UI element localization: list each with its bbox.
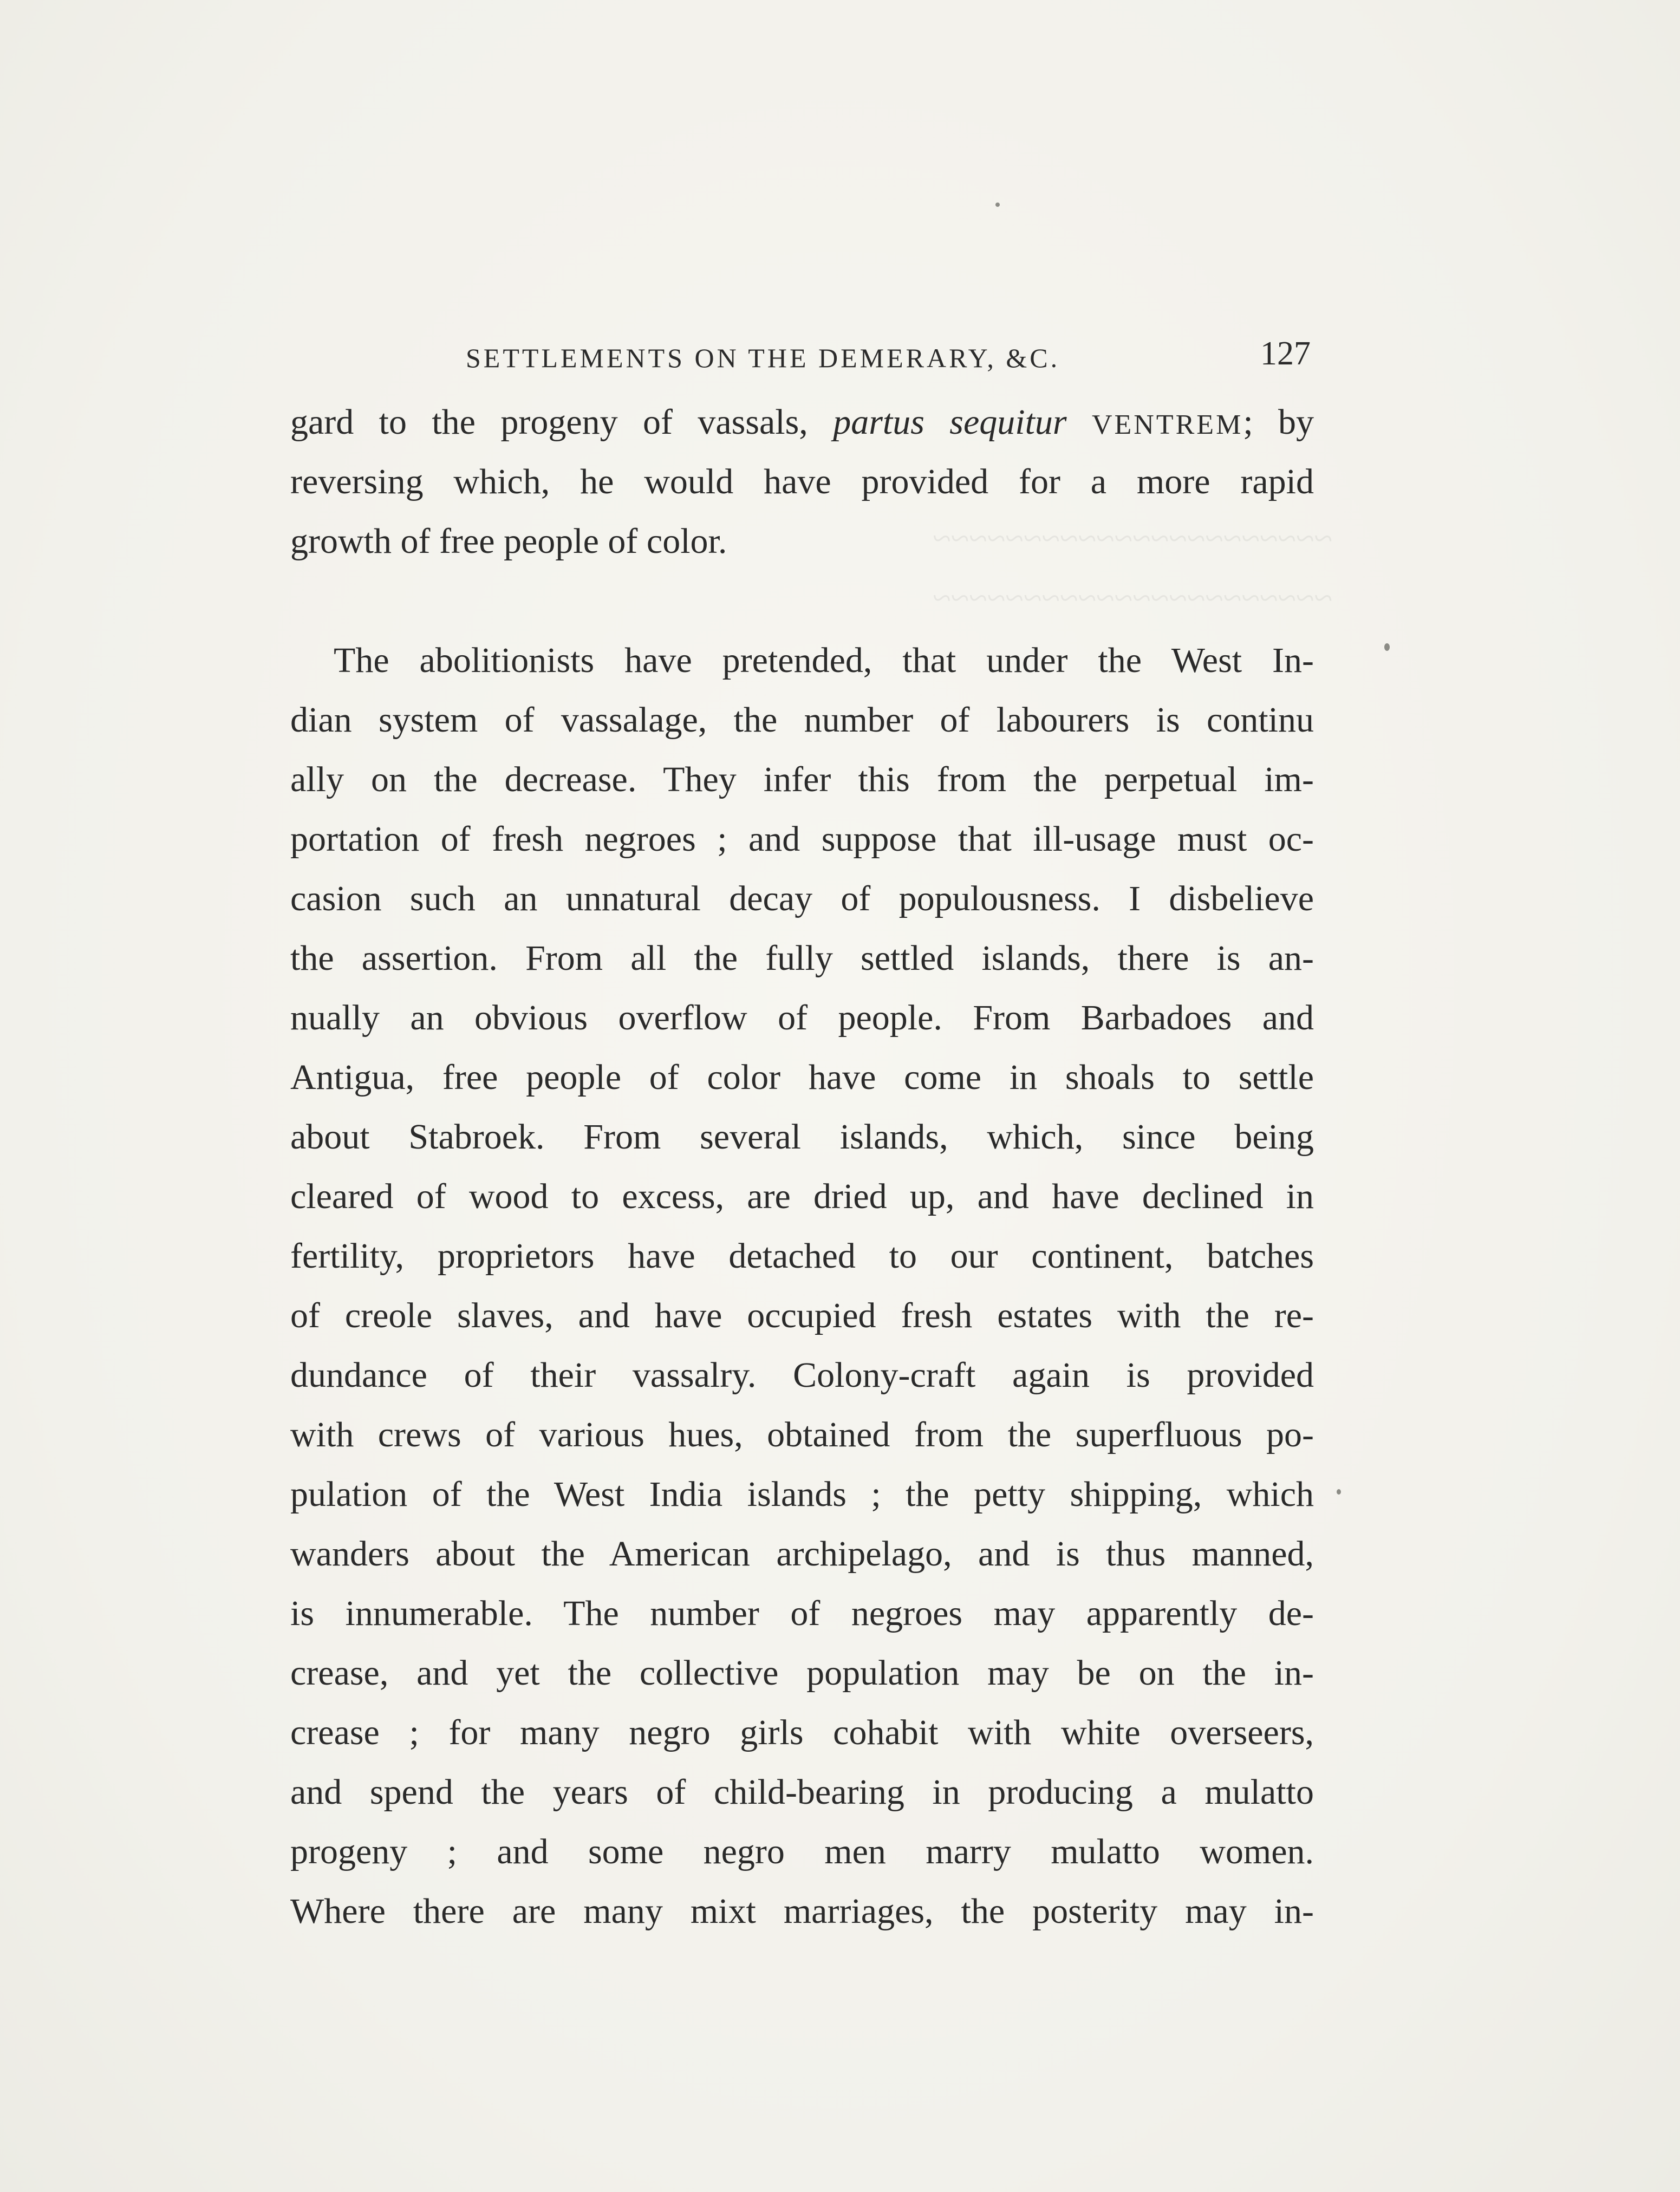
running-head (292, 331, 1311, 380)
text-line: casion such an unnatural decay of populousness. I disbelieve (290, 879, 1314, 918)
text-line: and spend the years of child-bearing in producing a mulatto (290, 1772, 1314, 1812)
text-line: wanders about the American archipelago, and is thus manned, (290, 1534, 1314, 1574)
latin-phrase: partus sequitur (833, 402, 1067, 442)
running-title: SETTLEMENTS ON THE DEMERARY, &C. (466, 343, 1060, 373)
paper-speck (995, 203, 1000, 207)
paper-speck (1384, 643, 1390, 651)
paragraph (290, 631, 1314, 1941)
text-line: nually an obvious overflow of people. From Barbadoes and (290, 998, 1314, 1038)
text-span: ; by (1243, 402, 1314, 442)
text-line: fertility, proprietors have detached to our continent, batches (290, 1236, 1314, 1276)
text-line: Antigua, free people of color have come in shoals to settle (290, 1058, 1314, 1097)
text-line: of creole slaves, and have occupied fresh estates with the re- (290, 1296, 1314, 1335)
paper-speck (1337, 1489, 1341, 1495)
page-number: 127 (1260, 335, 1311, 372)
text-span: gard to the progeny of vassals, (290, 402, 808, 442)
text-line: dundance of their vassalry. Colony-craft again is provided (290, 1355, 1314, 1395)
text-line: is innumerable. The number of negroes may apparently de- (290, 1594, 1314, 1633)
text-line: reversing which, he would have provided for a more rapid (290, 462, 1314, 501)
text-line: progeny ; and some negro men marry mulatto women. (290, 1832, 1314, 1871)
text-line (290, 393, 1314, 452)
text-line: the assertion. From all the fully settled islands, there is an- (290, 938, 1314, 978)
text-line: dian system of vassalage, the number of labourers is continu (290, 700, 1314, 740)
text-line: Where there are many mixt marriages, the posterity may in- (290, 1891, 1314, 1931)
text-line: The abolitionists have pretended, that under the West In- (334, 641, 1314, 680)
text-line: crease ; for many negro girls cohabit with white overseers, (290, 1713, 1314, 1752)
text-line: growth of free people of color. (290, 521, 727, 561)
text-line: crease, and yet the collective population may be on the in- (290, 1653, 1314, 1693)
show-through-text: ~~~~~~~~~~~~~~~~~~~~~~ ~~~~~~~~~~~~~~~~~~~~~~ (933, 520, 1332, 617)
text-line: about Stabroek. From several islands, which, since being (290, 1117, 1314, 1157)
paragraph-gap (290, 571, 1314, 631)
text-line: portation of fresh negroes ; and suppose that ill-usage must oc- (290, 819, 1314, 859)
small-caps-word: VENTREM (1091, 409, 1243, 440)
body-text (290, 393, 1314, 1941)
text-line: ally on the decrease. They infer this from the perpetual im- (290, 760, 1314, 799)
text-line: cleared of wood to excess, are dried up, and have declined in (290, 1177, 1314, 1216)
text-line: pulation of the West India islands ; the petty shipping, which (290, 1475, 1314, 1514)
text-line: with crews of various hues, obtained from the superfluous po- (290, 1415, 1314, 1454)
